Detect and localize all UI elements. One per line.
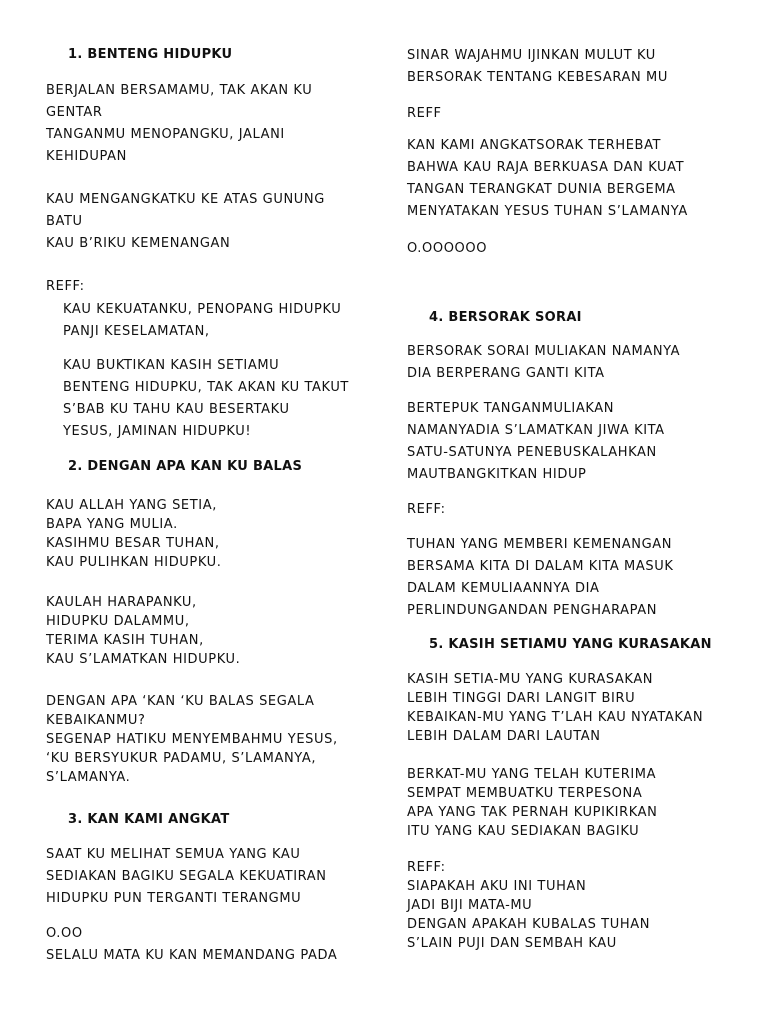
song-4-verse-2	[407, 398, 747, 486]
lyric-line: KEBAIKANMU?	[46, 713, 146, 728]
song-2-verse-3	[46, 692, 376, 787]
lyric-line: APA YANG TAK PERNAH KUPIKIRKAN	[407, 805, 658, 820]
song-1-reff-part-2	[63, 355, 393, 443]
lyric-line: BERSAMA KITA DI DALAM KITA MASUK	[407, 559, 674, 574]
song-4-reff-label: REFF:	[407, 502, 446, 517]
song-5-heading: 5. KASIH SETIAMU YANG KURASAKAN	[429, 637, 712, 652]
song-4-reff	[407, 534, 747, 622]
song-1-reff-part-1	[63, 299, 393, 343]
song-2-heading: 2. DENGAN APA KAN KU BALAS	[68, 459, 303, 474]
lyric-line: KAU KEKUATANKU, PENOPANG HIDUPKU	[63, 302, 342, 317]
lyric-line: KEHIDUPAN	[46, 149, 127, 164]
lyric-line: GENTAR	[46, 105, 103, 120]
lyric-line: KASIH SETIA-MU YANG KURASAKAN	[407, 672, 654, 687]
song-5-reff	[407, 877, 747, 953]
song-3-verse-1	[46, 844, 376, 910]
song-1-verse-2	[46, 189, 376, 255]
lyric-line: HIDUPKU DALAMMU,	[46, 614, 190, 629]
lyric-line: TUHAN YANG MEMBERI KEMENANGAN	[407, 537, 673, 552]
song-1-heading: 1. BENTENG HIDUPKU	[68, 47, 233, 62]
lyric-line: SEDIAKAN BAGIKU SEGALA KEKUATIRAN	[46, 869, 327, 884]
lyric-line: KAULAH HARAPANKU,	[46, 595, 197, 610]
lyric-line: SATU-SATUNYA PENEBUSKALAHKAN	[407, 445, 657, 460]
lyric-line: KAU B’RIKU KEMENANGAN	[46, 236, 231, 251]
song-5-verse-1	[407, 670, 747, 746]
lyric-line: SEGENAP HATIKU MENYEMBAHMU YESUS,	[46, 732, 338, 747]
lyric-line: BERSORAK SORAI MULIAKAN NAMANYA	[407, 344, 681, 359]
lyric-line: HIDUPKU PUN TERGANTI TERANGMU	[46, 891, 302, 906]
song-1-reff-label: REFF:	[46, 279, 85, 294]
song-3-verse-2	[46, 923, 376, 967]
lyric-line: KASIHMU BESAR TUHAN,	[46, 536, 220, 551]
song-3-outro: O.OOOOOO	[407, 241, 488, 256]
song-3-verse-3	[407, 45, 747, 89]
lyric-line: SINAR WAJAHMU IJINKAN MULUT KU	[407, 48, 656, 63]
lyric-line: ITU YANG KAU SEDIAKAN BAGIKU	[407, 824, 640, 839]
lyric-line: KAU BUKTIKAN KASIH SETIAMU	[63, 358, 280, 373]
lyric-line: NAMANYADIA S’LAMATKAN JIWA KITA	[407, 423, 665, 438]
lyric-line: KAU MENGANGKATKU KE ATAS GUNUNG	[46, 192, 325, 207]
lyric-line: SIAPAKAH AKU INI TUHAN	[407, 879, 587, 894]
lyric-line: MAUTBANGKITKAN HIDUP	[407, 467, 587, 482]
lyric-line: JADI BIJI MATA-MU	[407, 898, 533, 913]
song-4-heading: 4. BERSORAK SORAI	[429, 310, 582, 325]
lyric-line: DENGAN APAKAH KUBALAS TUHAN	[407, 917, 651, 932]
lyric-line: TERIMA KASIH TUHAN,	[46, 633, 204, 648]
lyric-line: S’LAMANYA.	[46, 770, 131, 785]
song-1-verse-1	[46, 80, 376, 168]
lyric-line: KAU PULIHKAN HIDUPKU.	[46, 555, 222, 570]
lyric-line: BENTENG HIDUPKU, TAK AKAN KU TAKUT	[63, 380, 349, 395]
lyric-line: PERLINDUNGANDAN PENGHARAPAN	[407, 603, 658, 618]
song-3-heading: 3. KAN KAMI ANGKAT	[68, 812, 230, 827]
lyric-line: LEBIH TINGGI DARI LANGIT BIRU	[407, 691, 636, 706]
lyric-line: BAHWA KAU RAJA BERKUASA DAN KUAT	[407, 160, 685, 175]
lyric-line: MENYATAKAN YESUS TUHAN S’LAMANYA	[407, 204, 688, 219]
lyric-line: KEBAIKAN-MU YANG T’LAH KAU NYATAKAN	[407, 710, 704, 725]
song-2-verse-2	[46, 593, 376, 669]
lyric-line: BERKAT-MU YANG TELAH KUTERIMA	[407, 767, 657, 782]
song-3-reff-label: REFF	[407, 106, 442, 121]
lyric-line: BATU	[46, 214, 83, 229]
lyric-line: SAAT KU MELIHAT SEMUA YANG KAU	[46, 847, 301, 862]
lyric-line: DENGAN APA ‘KAN ‘KU BALAS SEGALA	[46, 694, 315, 709]
lyric-line: ‘KU BERSYUKUR PADAMU, S’LAMANYA,	[46, 751, 317, 766]
song-2-verse-1	[46, 496, 376, 572]
lyric-line: PANJI KESELAMATAN,	[63, 324, 210, 339]
song-5-reff-label: REFF:	[407, 860, 446, 875]
lyric-line: DIA BERPERANG GANTI KITA	[407, 366, 605, 381]
lyric-line: S’BAB KU TAHU KAU BESERTAKU	[63, 402, 290, 417]
lyric-line: SELALU MATA KU KAN MEMANDANG PADA	[46, 948, 338, 963]
song-5-verse-2	[407, 765, 747, 841]
lyric-line: DALAM KEMULIAANNYA DIA	[407, 581, 600, 596]
lyric-line: YESUS, JAMINAN HIDUPKU!	[63, 424, 252, 439]
lyric-line: KAU ALLAH YANG SETIA,	[46, 498, 217, 513]
lyric-line: O.OO	[46, 926, 83, 941]
lyric-line: TANGANMU MENOPANGKU, JALANI	[46, 127, 285, 142]
lyric-line: BERTEPUK TANGANMULIAKAN	[407, 401, 615, 416]
lyric-line: BERSORAK TENTANG KEBESARAN MU	[407, 70, 668, 85]
lyric-line: BAPA YANG MULIA.	[46, 517, 178, 532]
lyric-line: S’LAIN PUJI DAN SEMBAH KAU	[407, 936, 617, 951]
lyric-line: BERJALAN BERSAMAMU, TAK AKAN KU	[46, 83, 313, 98]
song-3-reff	[407, 135, 747, 223]
lyric-line: KAU S’LAMATKAN HIDUPKU.	[46, 652, 241, 667]
lyric-line: TANGAN TERANGKAT DUNIA BERGEMA	[407, 182, 676, 197]
lyric-line: KAN KAMI ANGKATSORAK TERHEBAT	[407, 138, 662, 153]
lyric-line: LEBIH DALAM DARI LAUTAN	[407, 729, 601, 744]
lyric-line: SEMPAT MEMBUATKU TERPESONA	[407, 786, 643, 801]
song-4-verse-1	[407, 341, 747, 385]
